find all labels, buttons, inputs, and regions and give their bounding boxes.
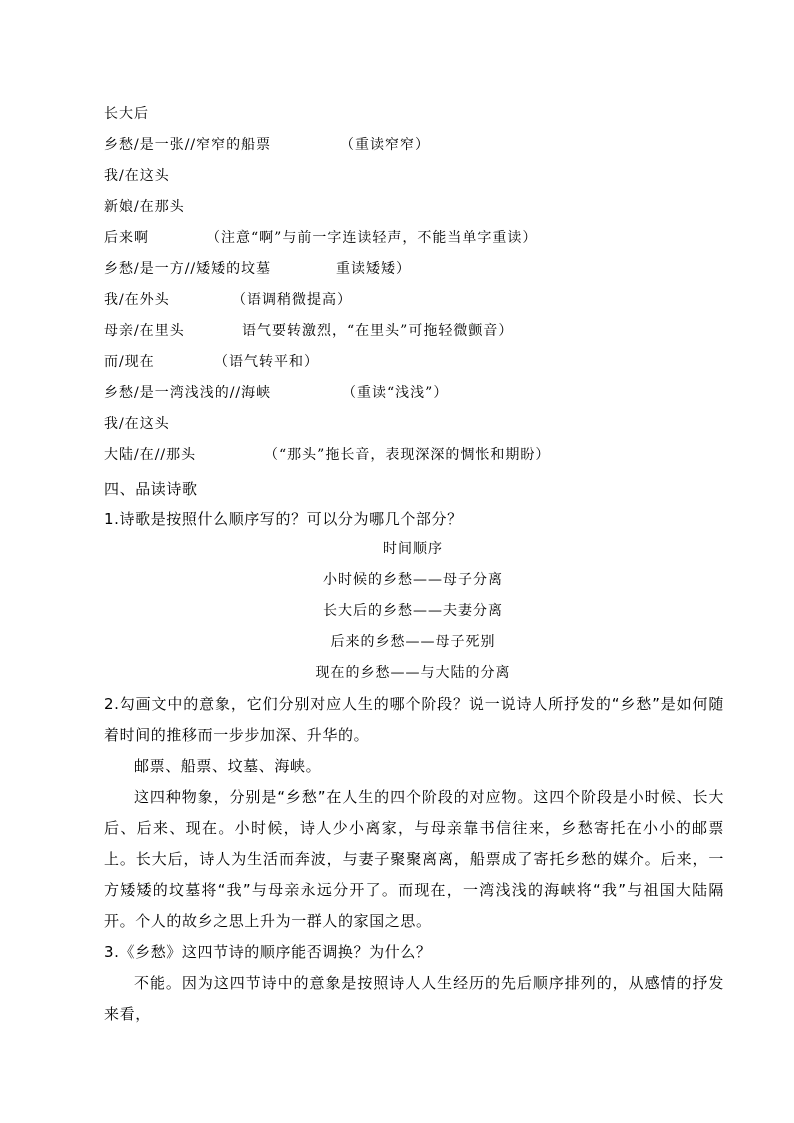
question-2: 2.勾画文中的意象，它们分别对应人生的哪个阶段？说一说诗人所抒发的“乡愁”是如何随着时间的推移而一步步加深、升华的。 — [104, 695, 724, 744]
order-line-3: 后来的乡愁——母子死别 — [330, 634, 496, 650]
recitation-line: 新娘/在那头 — [104, 199, 185, 215]
recitation-line: 乡愁/是一方//矮矮的坟墓 — [104, 261, 272, 277]
order-line-1: 小时候的乡愁——母子分离 — [323, 572, 503, 588]
recitation-note: （语调稍微提高） — [232, 292, 352, 308]
recitation-line: 长大后 — [104, 106, 149, 122]
order-line-2: 长大后的乡愁——夫妻分离 — [323, 603, 503, 619]
recitation-note: （“那头”拖长音，表现深深的惆怅和期盼） — [264, 447, 551, 463]
question-3-answer: 不能。因为这四节诗中的意象是按照诗人人生经历的先后顺序排列的，从感情的抒发来看， — [104, 974, 724, 1023]
recitation-note: （语气转平和） — [214, 354, 319, 370]
recitation-note: （注意“啊”与前一字连读轻声，不能当单字重读） — [206, 230, 538, 246]
section-heading: 四、品读诗歌 — [104, 480, 198, 498]
recitation-note: （重读“浅浅”） — [342, 385, 449, 401]
recitation-note: （重读窄窄） — [340, 137, 430, 153]
recitation-line: 乡愁/是一湾浅浅的//海峡 — [104, 385, 272, 401]
recitation-line: 我/在外头 — [104, 292, 170, 308]
recitation-line: 母亲/在里头 — [104, 323, 185, 339]
recitation-note: 语气要转激烈，“在里头”可拖轻微颤音） — [242, 323, 514, 339]
recitation-line: 而/现在 — [104, 354, 155, 370]
order-line-4: 现在的乡愁——与大陆的分离 — [315, 665, 511, 681]
question-2-answer-images: 邮票、船票、坟墓、海峡。 — [134, 757, 322, 775]
recitation-line: 乡愁/是一张//窄窄的船票 — [104, 137, 272, 153]
recitation-line: 后来啊 — [104, 230, 149, 246]
recitation-note: 重读矮矮） — [336, 261, 411, 277]
recitation-line: 我/在这头 — [104, 416, 170, 432]
recitation-line: 我/在这头 — [104, 168, 170, 184]
question-1: 1.诗歌是按照什么顺序写的？可以分为哪几个部分？ — [104, 510, 463, 528]
question-3: 3.《乡愁》这四节诗的顺序能否调换？为什么？ — [104, 943, 432, 961]
order-title: 时间顺序 — [383, 541, 443, 557]
recitation-line: 大陆/在//那头 — [104, 447, 197, 463]
question-2-answer-paragraph: 这四种物象，分别是“乡愁”在人生的四个阶段的对应物。这四个阶段是小时候、长大后、后来、现在。小时候，诗人少小离家，与母亲靠书信往来，乡愁寄托在小小的邮票上。长大后，诗人为生活而奔波，与妻子聚聚离离，船票成了寄托乡愁的媒介。后来，一方矮矮的坟墓将“我”与母亲永远分开了。而现在，一湾浅浅的海峡将“我”与祖国大陆隔开。个人的故乡之思上升为一群人的家国之思。 — [104, 788, 724, 930]
